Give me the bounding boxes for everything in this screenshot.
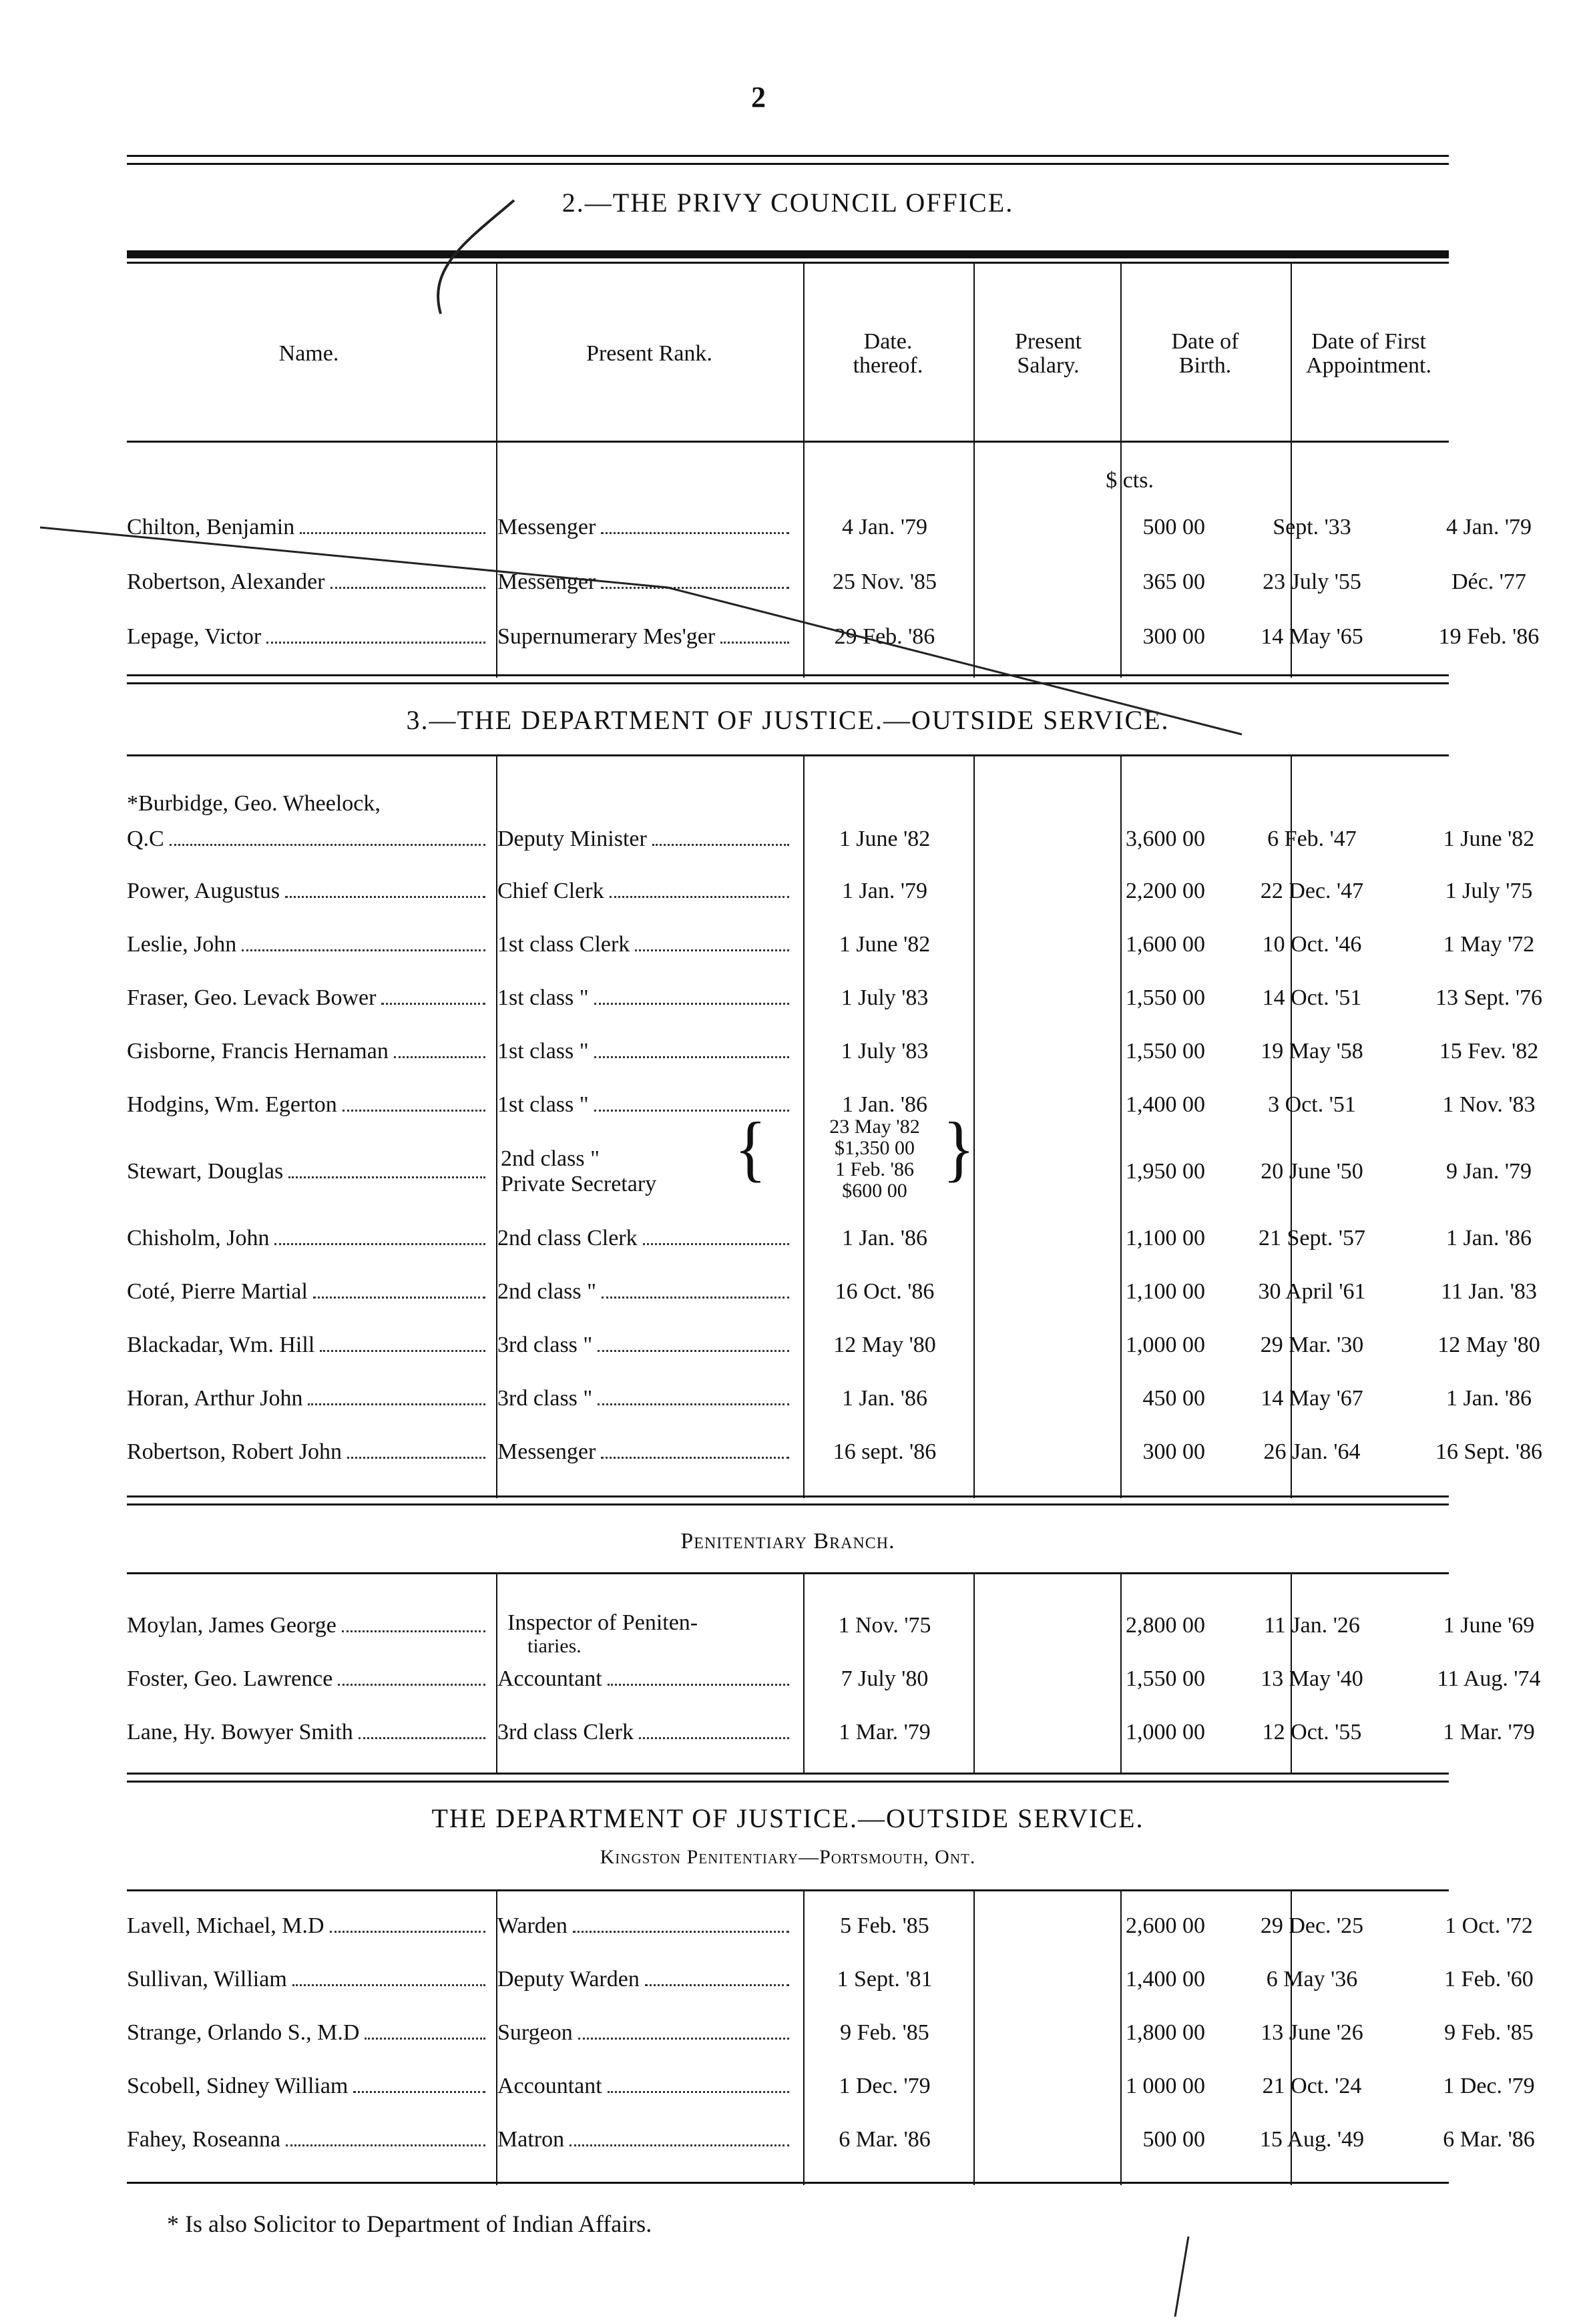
row-birth: 13 May '40 [1261,1666,1363,1691]
row-salary: 1,550 00 [1126,1039,1205,1064]
row-rank: 3rd class " [497,1322,795,1369]
row-salary: 1,000 00 [1126,1720,1205,1745]
row-birth: 30 April '61 [1258,1279,1366,1304]
row-birth: 13 June '26 [1261,2020,1363,2045]
row-name: Horan, Arthur John [127,1375,491,1422]
row-birth: 21 Sept. '57 [1258,1226,1366,1250]
row-salary: 2,800 00 [1126,1613,1205,1638]
section-title-kingston: THE DEPARTMENT OF JUSTICE.—OUTSIDE SERVICE. [431,1803,1144,1833]
row-first-appointment: 1 June '69 [1443,1613,1535,1638]
header-first-appointment: Date of First Appointment. [1306,329,1431,378]
row-first-appointment: 1 Jan. '86 [1446,1386,1532,1411]
row-first-appointment: 12 May '80 [1437,1333,1540,1357]
row-first-appointment: 16 Sept. '86 [1435,1439,1543,1464]
row-date: 16 sept. '86 [833,1439,937,1464]
header-date: Date. thereof. [853,329,923,378]
row-birth: 26 Jan. '64 [1263,1439,1361,1464]
row-rank-line2: tiaries. [527,1635,582,1657]
row-name: Chilton, Benjamin [127,504,491,551]
row-birth: 12 Oct. '55 [1262,1720,1362,1745]
row-first-appointment: 11 Jan. '83 [1441,1279,1537,1304]
row-first-appointment: 4 Jan. '79 [1446,515,1532,539]
row-rank: Messenger [497,504,795,551]
row-first-appointment: 15 Fev. '82 [1439,1039,1539,1064]
row-first-appointment: 6 Mar. '86 [1443,2127,1535,2152]
row-birth: Sept. '33 [1273,515,1351,539]
row-date: 1 Jan. '86 [842,1226,927,1250]
row-first-appointment: 1 July '75 [1445,879,1533,903]
row-first-appointment: 9 Feb. '85 [1444,2020,1534,2045]
row-first-appointment: Déc. '77 [1451,569,1526,594]
row-name: Robertson, Robert John [127,1429,491,1475]
row-name: Blackadar, Wm. Hill [127,1322,491,1369]
stewart-date-line: 23 May '82 [829,1116,920,1138]
row-name: Lepage, Victor [127,614,491,660]
row-rank: Matron [497,2116,795,2163]
row-date: 1 June '82 [839,827,931,851]
row-date: 1 Mar. '79 [839,1720,931,1745]
row-name: Fraser, Geo. Levack Bower [127,975,491,1021]
row-rank: Deputy Minister [497,816,795,863]
row-first-appointment: 1 Nov. '83 [1442,1092,1536,1117]
row-birth: 3 Oct. '51 [1268,1092,1356,1117]
row-birth: 14 Oct. '51 [1262,985,1362,1010]
row-date: 1 Jan. '86 [842,1092,927,1117]
row-salary: 1,100 00 [1126,1226,1205,1250]
stewart-date-line: 1 Feb. '86 [835,1158,914,1180]
row-salary: 500 00 [1142,2127,1205,2152]
row-rank: 1st class Clerk [497,921,795,968]
row-salary: 500 00 [1142,515,1205,539]
row-birth: 29 Mar. '30 [1260,1333,1364,1357]
row-salary: 1,550 00 [1126,985,1205,1010]
row-rank-line2: Private Secretary [501,1172,657,1196]
section-title-penitentiary: Penitentiary Branch. [680,1529,895,1554]
row-date: 1 Jan. '86 [842,1386,927,1411]
row-date: 5 Feb. '85 [840,1913,929,1938]
row-first-appointment: 1 Mar. '79 [1443,1720,1535,1745]
row-first-appointment: 1 May '72 [1443,932,1535,957]
row-date: 1 July '83 [841,1039,929,1064]
row-birth: 29 Dec. '25 [1260,1913,1364,1938]
row-salary: 1,100 00 [1126,1279,1205,1304]
row-birth: 21 Oct. '24 [1262,2074,1362,2098]
row-first-appointment: 11 Aug. '74 [1437,1666,1541,1691]
row-salary: 2,600 00 [1126,1913,1205,1938]
row-name: Coté, Pierre Martial [127,1268,491,1315]
header-name: Name. [278,341,339,366]
row-birth: 10 Oct. '46 [1262,932,1362,957]
row-rank: Supernumerary Mes'ger [497,614,795,660]
page-number: 2 [751,81,766,113]
row-salary: 1,400 00 [1126,1092,1205,1117]
header-birth: Date of Birth. [1171,329,1239,378]
row-rank: 3rd class " [497,1375,795,1422]
row-name: Strange, Orlando S., M.D [127,2010,491,2056]
row-rank: 2nd class " [497,1268,795,1315]
section-title-justice: 3.—THE DEPARTMENT OF JUSTICE.—OUTSIDE SERVICE. [406,705,1170,735]
row-salary: 1,800 00 [1126,2020,1205,2045]
row-date: 1 July '83 [841,985,929,1010]
stewart-date-line: $600 00 [842,1180,907,1202]
row-name: Power, Augustus [127,868,491,915]
row-date: 1 Jan. '79 [842,879,927,903]
row-name: Lavell, Michael, M.D [127,1903,491,1949]
row-date: 12 May '80 [833,1333,936,1357]
row-name: Lane, Hy. Bowyer Smith [127,1709,491,1756]
row-rank: Chief Clerk [497,868,795,915]
header-salary: Present Salary. [1014,329,1082,378]
row-birth: 14 May '65 [1261,624,1363,649]
row-rank: Warden [497,1903,795,1949]
row-salary: 300 00 [1142,624,1205,649]
row-name: Hodgins, Wm. Egerton [127,1082,491,1128]
row-date: 7 July '80 [841,1666,929,1691]
row-date: 1 Nov. '75 [838,1613,931,1638]
row-salary: 300 00 [1142,1439,1205,1464]
row-date: 4 Jan. '79 [842,515,927,539]
row-name: Moylan, James George [127,1602,491,1649]
row-date: 1 Dec. '79 [839,2074,931,2098]
section-subtitle-kingston: Kingston Penitentiary—Portsmouth, Ont. [600,1846,976,1868]
row-birth: 11 Jan. '26 [1264,1613,1360,1638]
row-birth: 14 May '67 [1261,1386,1363,1411]
row-rank: Deputy Warden [497,1956,795,2003]
row-first-appointment: 1 Dec. '79 [1443,2074,1535,2098]
row-salary: 1 000 00 [1126,2074,1205,2098]
row-name: Stewart, Douglas [127,1148,491,1195]
row-name: Chisholm, John [127,1215,491,1262]
row-first-appointment: 13 Sept. '76 [1435,985,1543,1010]
row-rank: 2nd class Clerk [497,1215,795,1262]
row-birth: 19 May '58 [1261,1039,1363,1064]
section-title-privy-council: 2.—THE PRIVY COUNCIL OFFICE. [561,188,1014,218]
row-birth: 22 Dec. '47 [1260,879,1364,903]
row-name: Robertson, Alexander [127,559,491,606]
row-name-line1: *Burbidge, Geo. Wheelock, [127,791,381,816]
row-salary: 450 00 [1142,1386,1205,1411]
row-rank-line1: Inspector of Peniten- [507,1610,698,1635]
row-name: Fahey, Roseanna [127,2116,491,2163]
row-rank: 3rd class Clerk [497,1709,795,1756]
footnote: * Is also Solicitor to Department of Indian Affairs. [167,2211,652,2237]
row-name: Foster, Geo. Lawrence [127,1656,491,1702]
row-salary: 1,550 00 [1126,1666,1205,1691]
row-date: 25 Nov. '85 [833,569,937,594]
row-rank-line1: 2nd class " [501,1146,600,1171]
row-birth: 6 May '36 [1266,1967,1358,1992]
row-rank: 1st class " [497,1028,795,1075]
row-first-appointment: 1 Feb. '60 [1444,1967,1534,1992]
row-date: 29 Feb. '86 [834,624,935,649]
row-salary: 1,950 00 [1126,1159,1205,1184]
row-date: 1 Sept. '81 [837,1967,933,1992]
row-birth: 23 July '55 [1263,569,1361,594]
row-name-line2: Q.C [127,816,491,863]
row-salary: 365 00 [1142,569,1205,594]
row-name: Scobell, Sidney William [127,2063,491,2110]
brace-right: } [943,1107,975,1189]
row-first-appointment: 1 Oct. '72 [1445,1913,1533,1938]
row-salary: 1,400 00 [1126,1967,1205,1992]
row-rank: Messenger [497,559,795,606]
row-name: Sullivan, William [127,1956,491,2003]
row-name: Gisborne, Francis Hernaman [127,1028,491,1075]
row-first-appointment: 1 June '82 [1443,827,1535,851]
row-rank: Messenger [497,1429,795,1475]
row-salary: 3,600 00 [1126,827,1205,851]
row-name: Leslie, John [127,921,491,968]
brace-left: { [734,1107,766,1189]
row-birth: 6 Feb. '47 [1267,827,1357,851]
row-date: 9 Feb. '85 [840,2020,929,2045]
row-salary: 2,200 00 [1126,879,1205,903]
row-rank: Surgeon [497,2010,795,2056]
row-date: 16 Oct. '86 [835,1279,935,1304]
row-first-appointment: 9 Jan. '79 [1446,1159,1532,1184]
row-date: 6 Mar. '86 [839,2127,931,2152]
stewart-date-line: $1,350 00 [835,1137,915,1159]
row-first-appointment: 1 Jan. '86 [1446,1226,1532,1250]
row-salary: 1,600 00 [1126,932,1205,957]
row-rank: 1st class " [497,1082,795,1128]
row-first-appointment: 19 Feb. '86 [1438,624,1540,649]
row-rank: 1st class " [497,975,795,1021]
row-date: 1 June '82 [839,932,931,957]
header-rank: Present Rank. [586,341,712,366]
salary-unit: $ cts. [1106,468,1154,493]
row-rank: Accountant [497,2063,795,2110]
row-rank: Accountant [497,1656,795,1702]
row-birth: 20 June '50 [1261,1159,1363,1184]
row-birth: 15 Aug. '49 [1259,2127,1365,2152]
row-salary: 1,000 00 [1126,1333,1205,1357]
